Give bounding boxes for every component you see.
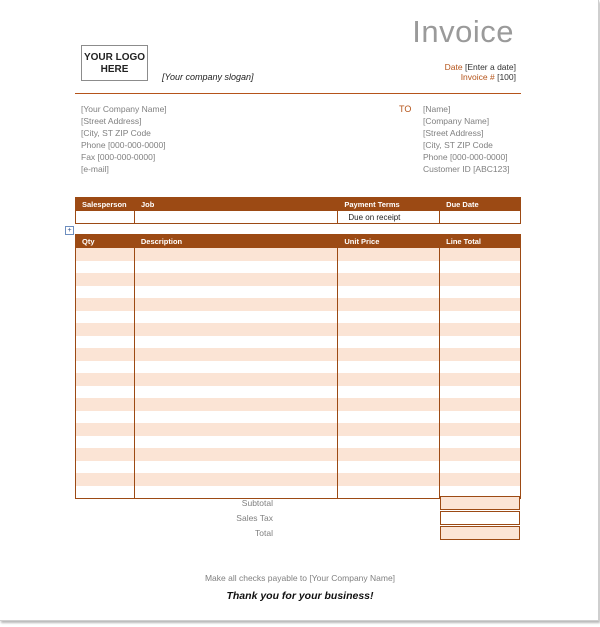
description-cell[interactable] (134, 373, 338, 386)
unit-price-cell[interactable] (338, 261, 440, 274)
description-cell[interactable] (134, 323, 338, 336)
line-item-row (76, 386, 521, 399)
recipient-city[interactable]: [City, ST ZIP Code (423, 140, 493, 150)
date-invoice-block (445, 62, 516, 82)
invoice-title: Invoice (412, 14, 514, 49)
unit-price-cell[interactable] (338, 473, 440, 486)
company-slogan[interactable]: [Your company slogan] (162, 72, 254, 82)
line-item-row (76, 348, 521, 361)
recipient-address (423, 103, 509, 175)
logo-text-line1: YOUR LOGO (83, 52, 146, 63)
line-total-cell[interactable] (440, 273, 521, 286)
qty-cell[interactable] (76, 348, 135, 361)
description-cell[interactable] (134, 248, 338, 261)
description-cell[interactable] (134, 423, 338, 436)
unit-price-cell[interactable] (338, 486, 440, 499)
payment-terms-header: Payment Terms (338, 198, 440, 211)
line-total-cell[interactable] (440, 473, 521, 486)
sender-email[interactable]: [e-mail] (81, 164, 109, 174)
description-cell[interactable] (134, 461, 338, 474)
qty-cell[interactable] (76, 336, 135, 349)
line-total-cell[interactable] (440, 323, 521, 336)
line-item-row (76, 261, 521, 274)
description-cell[interactable] (134, 398, 338, 411)
qty-cell[interactable] (76, 323, 135, 336)
line-total-cell[interactable] (440, 436, 521, 449)
unit-price-cell[interactable] (338, 386, 440, 399)
line-item-row (76, 298, 521, 311)
qty-cell[interactable] (76, 261, 135, 274)
qty-cell[interactable] (76, 398, 135, 411)
description-cell[interactable] (134, 261, 338, 274)
qty-cell[interactable] (76, 286, 135, 299)
line-item-row (76, 436, 521, 449)
unit-price-cell[interactable] (338, 411, 440, 424)
logo-text-line2: HERE (100, 64, 129, 75)
sales-tax-label: Sales Tax (236, 513, 273, 523)
line-total-cell[interactable] (440, 411, 521, 424)
description-cell[interactable] (134, 336, 338, 349)
description-cell[interactable] (134, 386, 338, 399)
description-cell[interactable] (134, 348, 338, 361)
salesperson-header: Salesperson (76, 198, 135, 211)
qty-header: Qty (76, 235, 135, 248)
unit-price-cell[interactable] (338, 323, 440, 336)
line-total-cell[interactable] (440, 261, 521, 274)
line-total-cell[interactable] (440, 373, 521, 386)
total-label: Total (255, 528, 273, 538)
unit-price-cell[interactable] (338, 248, 440, 261)
description-cell[interactable] (134, 411, 338, 424)
line-total-cell[interactable] (440, 348, 521, 361)
job-header: Job (134, 198, 337, 211)
description-cell[interactable] (134, 473, 338, 486)
line-item-row (76, 411, 521, 424)
qty-cell[interactable] (76, 448, 135, 461)
line-item-row (76, 398, 521, 411)
line-total-cell[interactable] (440, 423, 521, 436)
line-total-cell[interactable] (440, 248, 521, 261)
sender-city[interactable]: [City, ST ZIP Code (81, 128, 151, 138)
sales-info-header-row (76, 198, 521, 211)
line-item-row (76, 273, 521, 286)
description-cell[interactable] (134, 273, 338, 286)
line-item-row (76, 336, 521, 349)
line-total-header: Line Total (440, 235, 521, 248)
qty-cell[interactable] (76, 273, 135, 286)
qty-cell[interactable] (76, 248, 135, 261)
payable-note: Make all checks payable to [Your Company Name] (204, 573, 396, 583)
qty-cell[interactable] (76, 373, 135, 386)
salesperson-cell[interactable] (76, 211, 135, 224)
description-cell[interactable] (134, 311, 338, 324)
job-cell[interactable] (134, 211, 337, 224)
qty-cell[interactable] (76, 411, 135, 424)
line-total-cell[interactable] (440, 286, 521, 299)
subtotal-field[interactable] (440, 496, 520, 510)
invoice-number-label: Invoice # (460, 72, 495, 82)
total-field[interactable] (440, 526, 520, 540)
sender-address (81, 103, 167, 175)
header-divider (75, 93, 521, 94)
subtotal-label: Subtotal (241, 498, 273, 508)
table-move-handle-icon[interactable]: + (65, 226, 74, 235)
unit-price-cell[interactable] (338, 461, 440, 474)
description-cell[interactable] (134, 286, 338, 299)
to-label: TO (399, 104, 412, 114)
line-item-row (76, 323, 521, 336)
qty-cell[interactable] (76, 361, 135, 374)
qty-cell[interactable] (76, 473, 135, 486)
line-items-header-row (76, 235, 521, 248)
payment-terms-cell[interactable]: Due on receipt (338, 211, 440, 224)
line-item-row (76, 286, 521, 299)
line-item-row (76, 461, 521, 474)
qty-cell[interactable] (76, 436, 135, 449)
description-cell[interactable] (134, 448, 338, 461)
qty-cell[interactable] (76, 461, 135, 474)
sender-company[interactable]: [Your Company Name] (81, 104, 167, 114)
line-item-row (76, 361, 521, 374)
line-total-cell[interactable] (440, 386, 521, 399)
recipient-street[interactable]: [Street Address] (423, 128, 484, 138)
recipient-name[interactable]: [Name] (423, 104, 451, 114)
line-total-cell[interactable] (440, 461, 521, 474)
date-label: Date (444, 62, 463, 72)
recipient-phone[interactable]: Phone [000-000-0000] (423, 152, 508, 162)
line-item-row (76, 373, 521, 386)
due-date-cell[interactable] (440, 211, 521, 224)
description-header: Description (134, 235, 338, 248)
description-cell[interactable] (134, 486, 338, 499)
recipient-company[interactable]: [Company Name] (423, 116, 490, 126)
sales-info-row (76, 211, 521, 224)
line-total-cell[interactable] (440, 398, 521, 411)
thank-you-message: Thank you for your business! (226, 590, 374, 602)
line-item-row (76, 311, 521, 324)
qty-cell[interactable] (76, 423, 135, 436)
unit-price-cell[interactable] (338, 361, 440, 374)
unit-price-cell[interactable] (338, 273, 440, 286)
line-total-cell[interactable] (440, 361, 521, 374)
unit-price-cell[interactable] (338, 398, 440, 411)
unit-price-cell[interactable] (338, 348, 440, 361)
line-item-row (76, 248, 521, 261)
line-total-cell[interactable] (440, 298, 521, 311)
line-items-body (76, 248, 521, 499)
sender-fax[interactable]: Fax [000-000-0000] (81, 152, 156, 162)
line-item-row (76, 448, 521, 461)
line-total-cell[interactable] (440, 336, 521, 349)
invoice-number-field[interactable]: [100] (497, 72, 516, 82)
unit-price-cell[interactable] (338, 311, 440, 324)
description-cell[interactable] (134, 298, 338, 311)
qty-cell[interactable] (76, 386, 135, 399)
line-items-table (75, 234, 521, 499)
description-cell[interactable] (134, 436, 338, 449)
unit-price-header: Unit Price (338, 235, 440, 248)
line-total-cell[interactable] (440, 311, 521, 324)
qty-cell[interactable] (76, 298, 135, 311)
qty-cell[interactable] (76, 486, 135, 499)
unit-price-cell[interactable] (338, 298, 440, 311)
unit-price-cell[interactable] (338, 448, 440, 461)
recipient-customer-id[interactable]: Customer ID [ABC123] (423, 164, 510, 174)
sales-info-table (75, 197, 521, 224)
logo-placeholder[interactable] (81, 45, 148, 81)
sales-tax-field[interactable] (440, 511, 520, 525)
description-cell[interactable] (134, 361, 338, 374)
sender-phone[interactable]: Phone [000-000-0000] (81, 140, 166, 150)
line-item-row (76, 473, 521, 486)
unit-price-cell[interactable] (338, 336, 440, 349)
date-field[interactable]: [Enter a date] (464, 62, 516, 72)
qty-cell[interactable] (76, 311, 135, 324)
line-total-cell[interactable] (440, 448, 521, 461)
unit-price-cell[interactable] (338, 436, 440, 449)
unit-price-cell[interactable] (338, 423, 440, 436)
unit-price-cell[interactable] (338, 286, 440, 299)
due-date-header: Due Date (440, 198, 521, 211)
line-item-row (76, 423, 521, 436)
unit-price-cell[interactable] (338, 373, 440, 386)
sender-street[interactable]: [Street Address] (81, 116, 142, 126)
